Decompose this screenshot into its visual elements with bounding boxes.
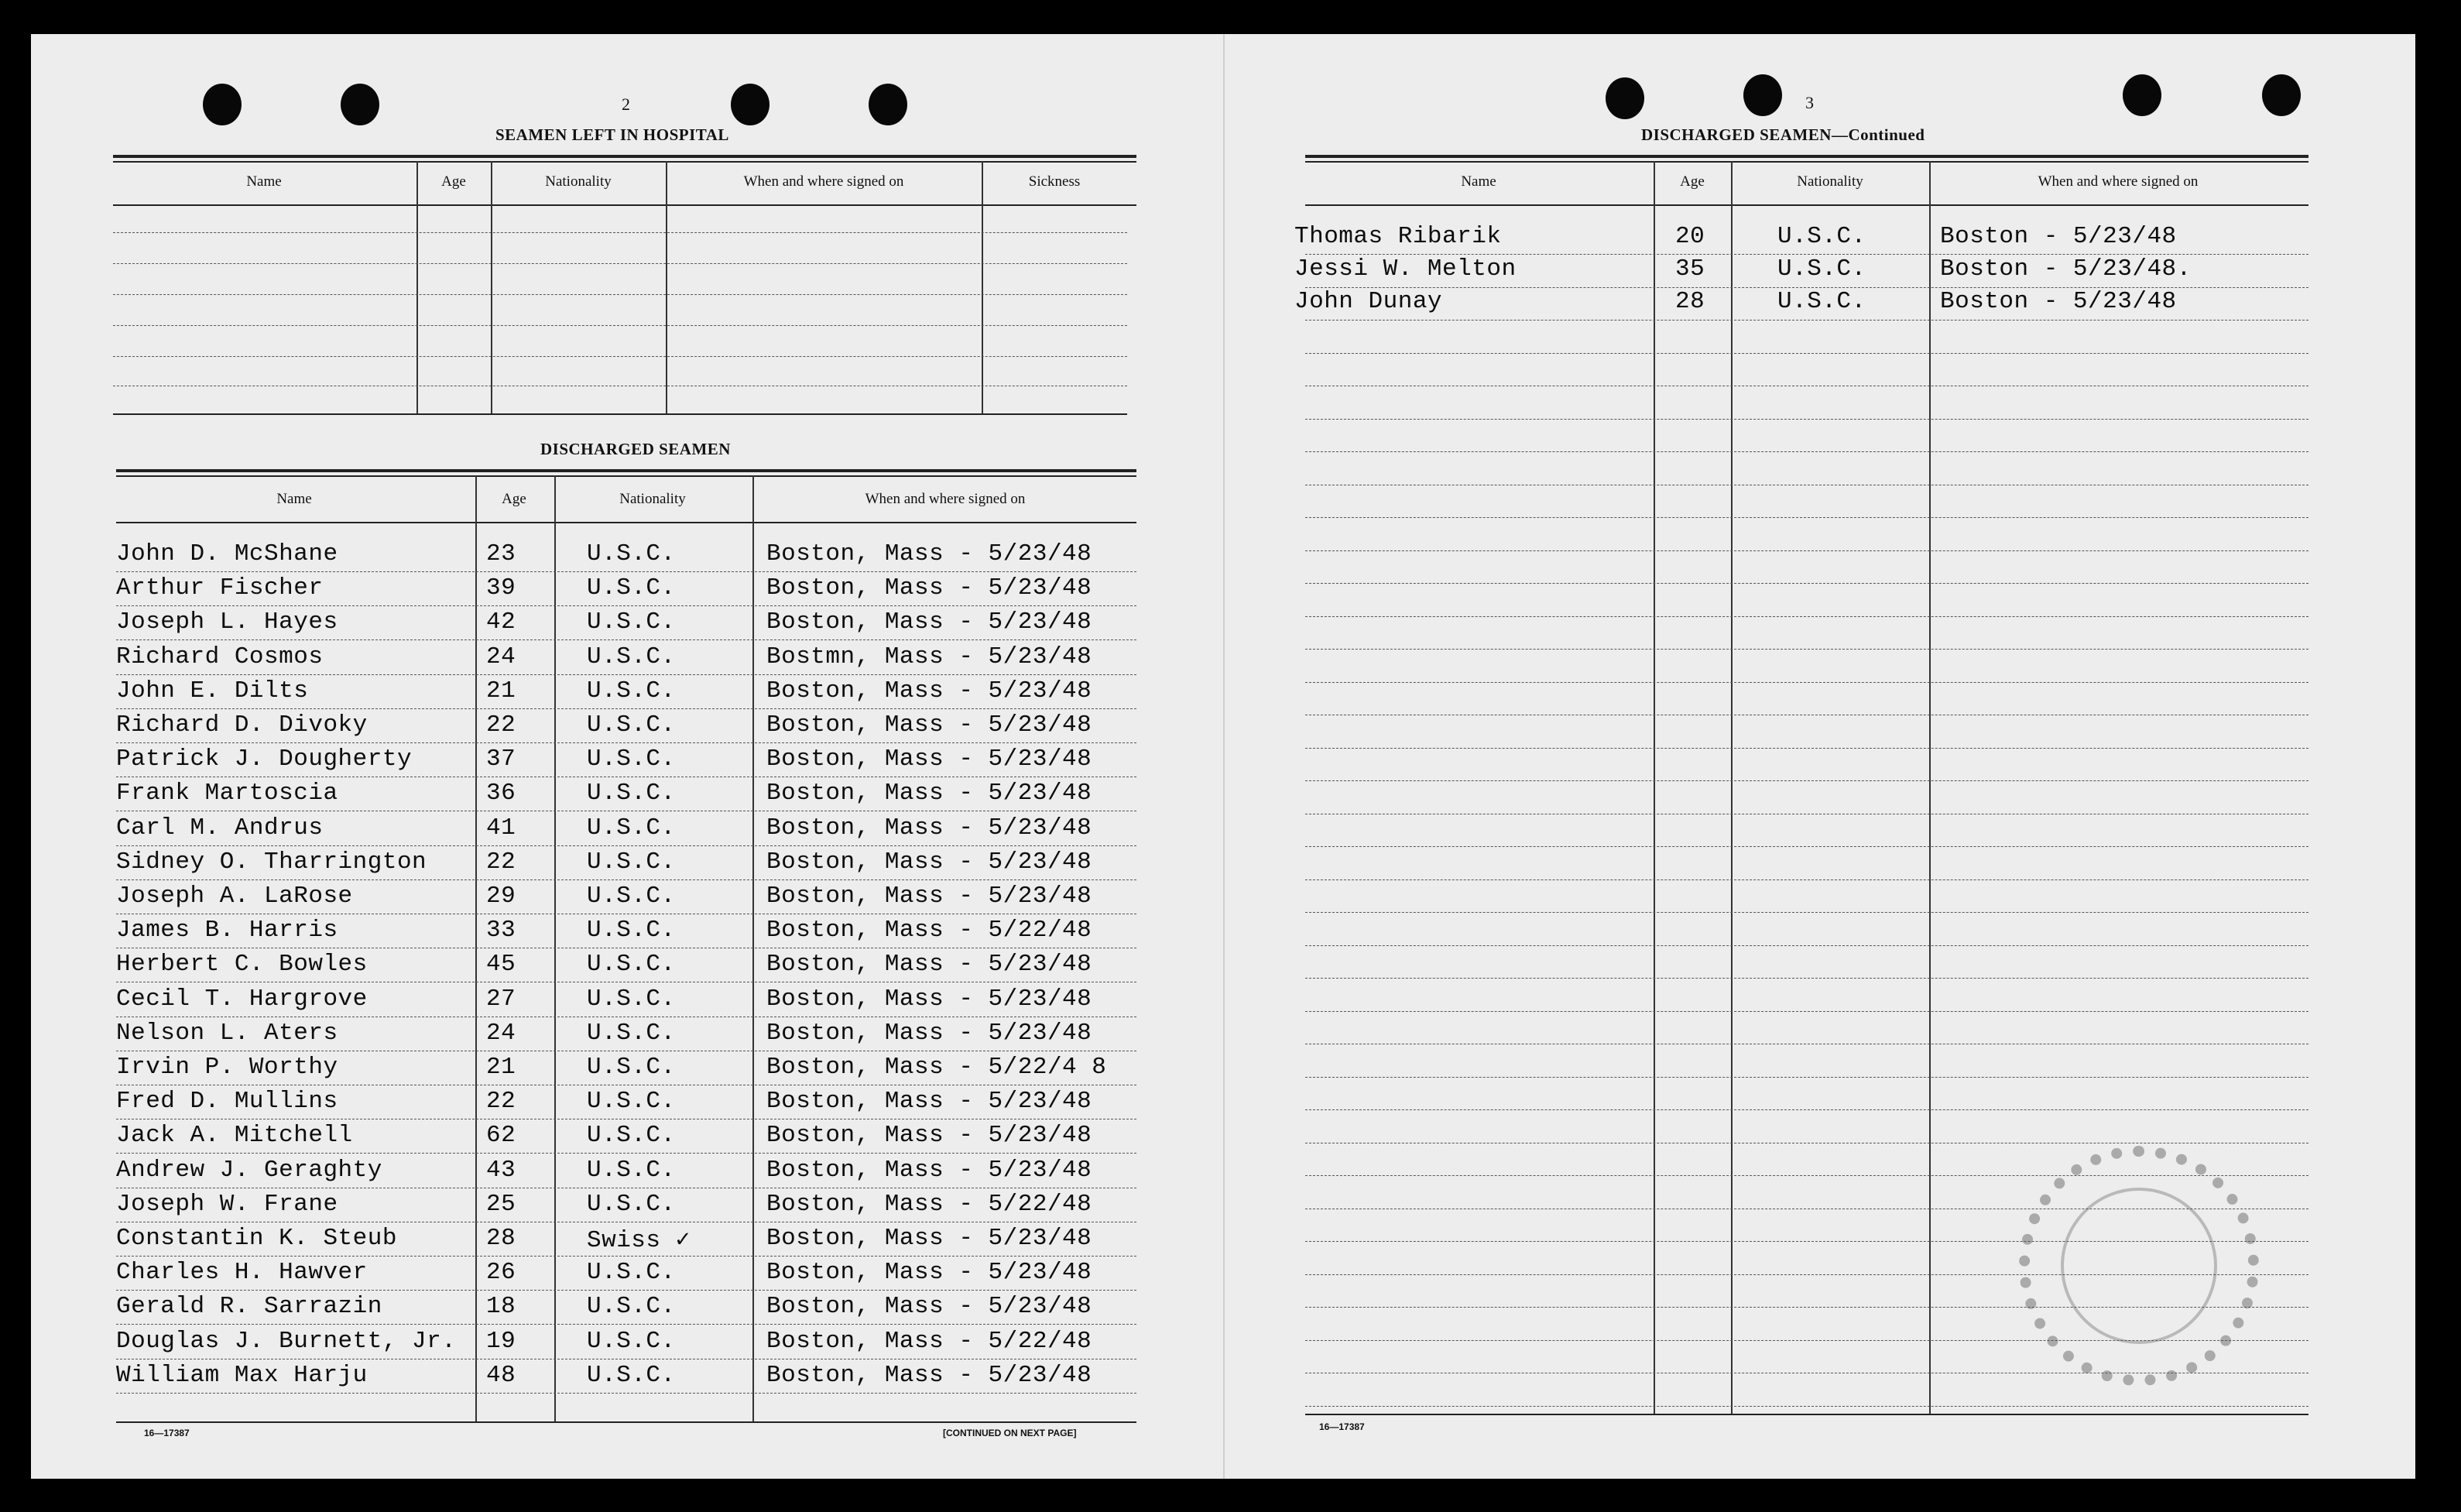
document-sheet [31,34,2415,1479]
hospital-col-name-header: Name [246,173,282,190]
seaman-name: John Dunay [1294,288,1443,315]
seaman-age: 22 [486,1088,516,1116]
hospital-col-nationality-header: Nationality [545,173,612,190]
seaman-signed-on: Boston - 5/23/48 [1940,288,2177,315]
seaman-name: Douglas J. Burnett, Jr. [116,1327,457,1355]
seaman-name: Joseph A. LaRose [116,883,353,910]
seaman-signed-on: Boston, Mass - 5/23/48 [766,1361,1092,1389]
seaman-signed-on: Boston, Mass - 5/23/48 [766,780,1092,807]
seaman-signed-on: Boston, Mass - 5/22/48 [766,917,1092,945]
seaman-name: Andrew J. Geraghty [116,1156,382,1184]
seaman-nationality: U.S.C. [587,746,676,773]
seaman-name: John D. McShane [116,540,338,567]
seaman-age: 33 [486,917,516,945]
seaman-signed-on: Boston, Mass - 5/23/48 [766,951,1092,979]
seaman-signed-on: Boston, Mass - 5/23/48 [766,1225,1092,1252]
seaman-signed-on: Boston, Mass - 5/22/4 8 [766,1054,1107,1081]
seaman-age: 22 [486,848,516,876]
seaman-signed-on: Boston, Mass - 5/23/48 [766,1088,1092,1116]
seaman-nationality: U.S.C. [587,1122,676,1150]
seaman-signed-on: Boston, Mass - 5/23/48 [766,540,1092,567]
seaman-nationality: U.S.C. [587,643,676,670]
seaman-signed-on: Boston, Mass - 5/23/48 [766,985,1092,1013]
seaman-name: Irvin P. Worthy [116,1054,338,1081]
seaman-signed-on: Boston, Mass - 5/22/48 [766,1190,1092,1218]
seaman-signed-on: Boston, Mass - 5/23/48 [766,1293,1092,1321]
seaman-signed-on: Boston, Mass - 5/23/48 [766,574,1092,602]
seaman-age: 22 [486,711,516,739]
seaman-age: 24 [486,1019,516,1047]
discharged-continued-title: DISCHARGED SEAMEN—Continued [1641,125,1925,144]
seaman-age: 41 [486,814,516,842]
right-col-name-header: Name [1461,173,1496,190]
seaman-signed-on: Boston, Mass - 5/23/48 [766,1156,1092,1184]
seaman-age: 29 [486,883,516,910]
seaman-age: 37 [486,746,516,773]
seaman-signed-on: Boston - 5/23/48 [1940,223,2177,250]
seaman-signed-on: Boston, Mass - 5/22/48 [766,1327,1092,1355]
punch-hole [1606,77,1644,119]
seaman-name: Patrick J. Dougherty [116,746,413,773]
seaman-name: Jessi W. Melton [1294,255,1517,283]
discharged-col-age-header: Age [502,491,526,507]
seaman-nationality: Swiss ✓ [587,1227,691,1254]
seaman-nationality: U.S.C. [587,677,676,705]
seaman-nationality: U.S.C. [587,574,676,602]
punch-hole [731,84,769,125]
seaman-name: Nelson L. Aters [116,1019,338,1047]
hospital-section-title: SEAMEN LEFT IN HOSPITAL [495,125,729,144]
seaman-signed-on: Boston, Mass - 5/23/48 [766,746,1092,773]
seaman-signed-on: Bostmn, Mass - 5/23/48 [766,643,1092,670]
seaman-nationality: U.S.C. [587,848,676,876]
discharged-section-title: DISCHARGED SEAMEN [540,440,731,458]
punch-hole [1743,74,1782,116]
discharged-col-signed-on-header: When and where signed on [865,491,1026,507]
seaman-signed-on: Boston, Mass - 5/23/48 [766,609,1092,636]
seaman-nationality: U.S.C. [1777,223,1866,250]
seaman-nationality: U.S.C. [587,1156,676,1184]
faded-stamp [2019,1146,2259,1386]
seaman-age: 21 [486,677,516,705]
form-number: 16—17387 [144,1428,190,1438]
seaman-nationality: U.S.C. [587,1293,676,1321]
seaman-name: Frank Martoscia [116,780,338,807]
hospital-col-age-header: Age [441,173,466,190]
seaman-age: 25 [486,1190,516,1218]
seaman-nationality: U.S.C. [587,609,676,636]
right-col-signed-on-header: When and where signed on [2038,173,2199,190]
seaman-nationality: U.S.C. [587,1190,676,1218]
seaman-nationality: U.S.C. [587,1054,676,1081]
seaman-name: Joseph W. Frane [116,1190,338,1218]
seaman-name: Richard Cosmos [116,643,324,670]
seaman-age: 28 [486,1225,516,1252]
seaman-nationality: U.S.C. [587,814,676,842]
discharged-col-nationality-header: Nationality [619,491,686,507]
seaman-name: Charles H. Hawver [116,1259,368,1287]
seaman-age: 35 [1675,255,1705,283]
seaman-signed-on: Boston, Mass - 5/23/48 [766,883,1092,910]
seaman-name: Constantin K. Steub [116,1225,397,1252]
seaman-nationality: U.S.C. [587,540,676,567]
seaman-signed-on: Boston, Mass - 5/23/48 [766,814,1092,842]
seaman-name: Carl M. Andrus [116,814,324,842]
seaman-name: Fred D. Mullins [116,1088,338,1116]
seaman-age: 24 [486,643,516,670]
seaman-name: Cecil T. Hargrove [116,985,368,1013]
punch-hole [869,84,907,125]
seaman-name: Sidney O. Tharrington [116,848,427,876]
seaman-nationality: U.S.C. [587,985,676,1013]
seaman-age: 62 [486,1122,516,1150]
seaman-nationality: U.S.C. [587,780,676,807]
seaman-name: Jack A. Mitchell [116,1122,353,1150]
seaman-signed-on: Boston, Mass - 5/23/48 [766,711,1092,739]
seaman-signed-on: Boston, Mass - 5/23/48 [766,1122,1092,1150]
seaman-signed-on: Boston - 5/23/48. [1940,255,2192,283]
page-fold [1223,34,1225,1479]
seaman-name: Arthur Fischer [116,574,324,602]
seaman-age: 45 [486,951,516,979]
punch-hole [2123,74,2161,116]
seaman-nationality: U.S.C. [1777,288,1866,315]
right-col-nationality-header: Nationality [1797,173,1863,190]
seaman-nationality: U.S.C. [587,917,676,945]
seaman-age: 21 [486,1054,516,1081]
seaman-name: James B. Harris [116,917,338,945]
seaman-name: Richard D. Divoky [116,711,368,739]
seaman-name: Herbert C. Bowles [116,951,368,979]
punch-hole [341,84,379,125]
seaman-age: 23 [486,540,516,567]
seaman-nationality: U.S.C. [587,1361,676,1389]
hospital-col-sickness-header: Sickness [1028,173,1081,190]
form-number: 16—17387 [1319,1421,1365,1432]
seaman-signed-on: Boston, Mass - 5/23/48 [766,1019,1092,1047]
punch-hole [203,84,242,125]
seaman-name: Gerald R. Sarrazin [116,1293,382,1321]
seaman-age: 39 [486,574,516,602]
seaman-age: 18 [486,1293,516,1321]
punch-hole [2262,74,2301,116]
seaman-age: 28 [1675,288,1705,315]
seaman-nationality: U.S.C. [587,1019,676,1047]
seaman-nationality: U.S.C. [587,711,676,739]
seaman-nationality: U.S.C. [587,883,676,910]
seaman-age: 48 [486,1361,516,1389]
discharged-col-name-header: Name [276,491,312,507]
seaman-signed-on: Boston, Mass - 5/23/48 [766,848,1092,876]
seaman-age: 26 [486,1259,516,1287]
seaman-name: Thomas Ribarik [1294,223,1502,250]
seaman-age: 19 [486,1327,516,1355]
continued-note: [CONTINUED ON NEXT PAGE] [943,1428,1077,1438]
seaman-signed-on: Boston, Mass - 5/23/48 [766,1259,1092,1287]
seaman-name: Joseph L. Hayes [116,609,338,636]
seaman-nationality: U.S.C. [587,1327,676,1355]
seaman-age: 43 [486,1156,516,1184]
right-col-age-header: Age [1680,173,1705,190]
seaman-age: 20 [1675,223,1705,250]
seaman-nationality: U.S.C. [587,1259,676,1287]
seaman-name: John E. Dilts [116,677,309,705]
seaman-nationality: U.S.C. [587,1088,676,1116]
page-number: 2 [622,94,630,114]
seaman-age: 42 [486,609,516,636]
seaman-nationality: U.S.C. [587,951,676,979]
seaman-nationality: U.S.C. [1777,255,1866,283]
hospital-col-signed-on-header: When and where signed on [743,173,904,190]
seaman-age: 36 [486,780,516,807]
seaman-name: William Max Harju [116,1361,368,1389]
seaman-age: 27 [486,985,516,1013]
seaman-signed-on: Boston, Mass - 5/23/48 [766,677,1092,705]
page-number: 3 [1805,93,1814,112]
